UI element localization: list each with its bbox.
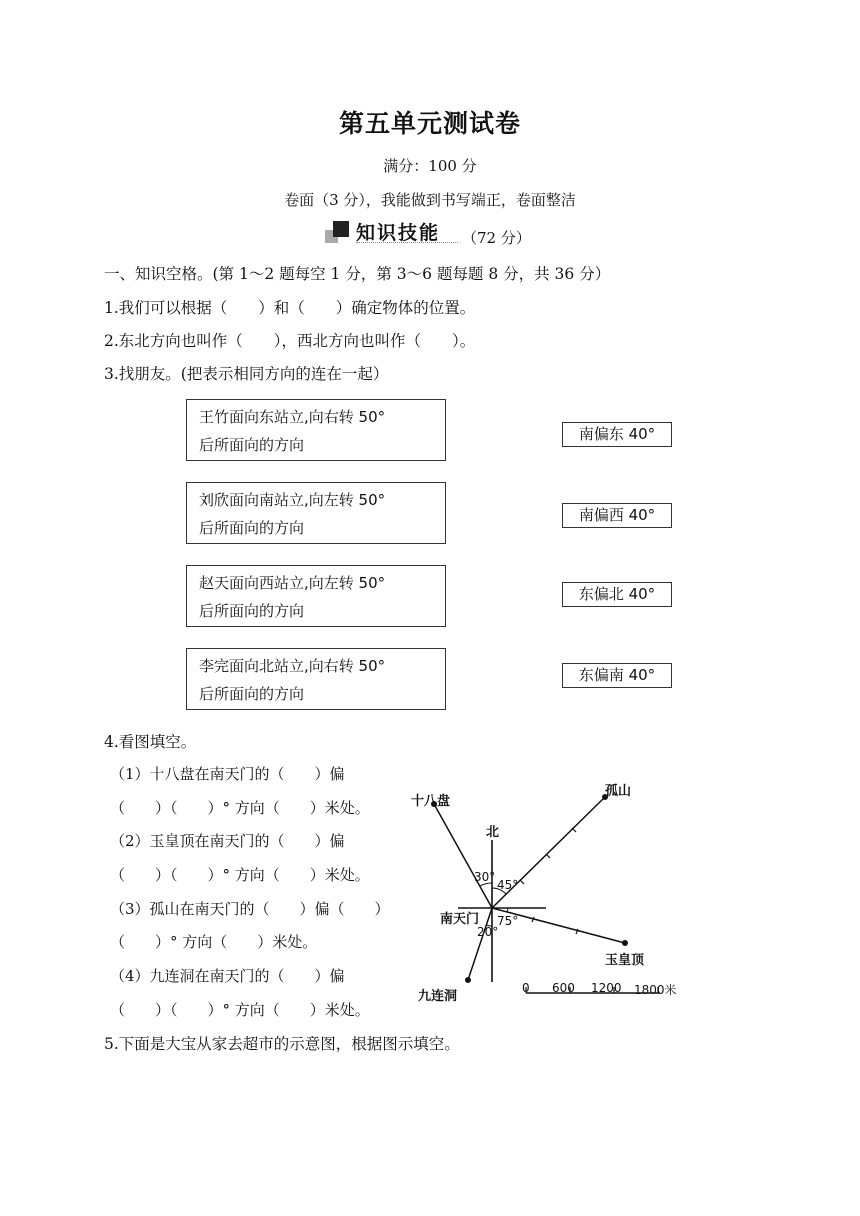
place-shibapan: 十八盘	[411, 794, 451, 809]
badge-underline	[356, 242, 458, 243]
match-right-box[interactable]: 南偏西 40°	[562, 503, 672, 528]
scale-label: 0	[522, 981, 530, 995]
scale-label: 1800米	[634, 983, 677, 997]
question-4-line: （4）九连洞在南天门的（ ）偏	[110, 967, 345, 985]
section-points: （72 分）	[462, 229, 531, 247]
question-4-line: （1）十八盘在南天门的（ ）偏	[110, 765, 345, 783]
match-left-text: 后所面向的方向	[199, 519, 305, 537]
section-badge-icon	[325, 221, 349, 243]
question-5: 5.下面是大宝从家去超市的示意图，根据图示填空。	[104, 1035, 460, 1053]
point-jiuliandong	[465, 977, 471, 983]
part1-heading: 一、知识空格。(第 1～2 题每空 1 分，第 3～6 题每题 8 分，共 36 分）	[104, 265, 611, 283]
match-left-text: 刘欣面向南站立,向左转 50°	[199, 491, 386, 509]
angle-label-45: 45°	[497, 878, 519, 892]
place-nantianmen: 南天门	[440, 912, 480, 927]
question-2: 2.东北方向也叫作（ ），西北方向也叫作（ ）。	[104, 332, 476, 350]
question-4-line: （ ）（ ）° 方向（ ）米处。	[110, 866, 370, 884]
ray-shibapan	[434, 804, 492, 908]
match-right-box[interactable]: 南偏东 40°	[562, 422, 672, 447]
match-right-box[interactable]: 东偏北 40°	[562, 582, 672, 607]
question-4-line: （3）孤山在南天门的（ ）偏（ ）	[110, 900, 390, 918]
place-yuhuangding: 玉皇顶	[605, 953, 645, 968]
question-3: 3.找朋友。(把表示相同方向的连在一起）	[104, 365, 389, 383]
question-4-line: （ ）（ ）° 方向（ ）米处。	[110, 1001, 370, 1019]
question-4-line: （ ）（ ）° 方向（ ）米处。	[110, 799, 370, 817]
match-left-text: 后所面向的方向	[199, 602, 305, 620]
page-title: 第五单元测试卷	[338, 109, 521, 138]
angle-label-30: 30°	[474, 870, 496, 884]
match-left-text: 李完面向北站立,向右转 50°	[199, 657, 386, 675]
match-left-box[interactable]	[186, 482, 446, 544]
point-yuhuangding	[622, 940, 628, 946]
match-left-box[interactable]	[186, 648, 446, 710]
match-left-text: 王竹面向东站立,向右转 50°	[199, 408, 386, 426]
match-left-text: 后所面向的方向	[199, 685, 305, 703]
match-right-box[interactable]: 东偏南 40°	[562, 663, 672, 688]
tick	[520, 880, 524, 884]
neatness-note: 卷面（3 分），我能做到书写端正，卷面整洁	[284, 191, 576, 209]
angle-label-20: 20°	[477, 925, 499, 939]
question-4-line: （ ）° 方向（ ）米处。	[110, 933, 318, 951]
section-badge-label: 知识技能	[356, 222, 441, 244]
match-left-text: 后所面向的方向	[199, 436, 305, 454]
question-1: 1.我们可以根据（ ）和（ ）确定物体的位置。	[104, 299, 476, 317]
match-left-box[interactable]	[186, 565, 446, 627]
north-label: 北	[486, 825, 500, 840]
match-left-box[interactable]	[186, 399, 446, 461]
tick	[572, 828, 576, 832]
question-4-line: （2）玉皇顶在南天门的（ ）偏	[110, 832, 345, 850]
question-4-heading: 4.看图填空。	[104, 733, 197, 751]
scale-label: 1200	[591, 981, 622, 995]
match-left-text: 赵天面向西站立,向左转 50°	[199, 574, 386, 592]
scale-label: 600	[552, 981, 575, 995]
place-gushan: 孤山	[605, 784, 632, 799]
angle-label-75: 75°	[497, 914, 519, 928]
place-jiuliandong: 九连洞	[418, 989, 458, 1004]
full-score: 满分：100 分	[383, 157, 477, 175]
tick	[546, 854, 550, 858]
